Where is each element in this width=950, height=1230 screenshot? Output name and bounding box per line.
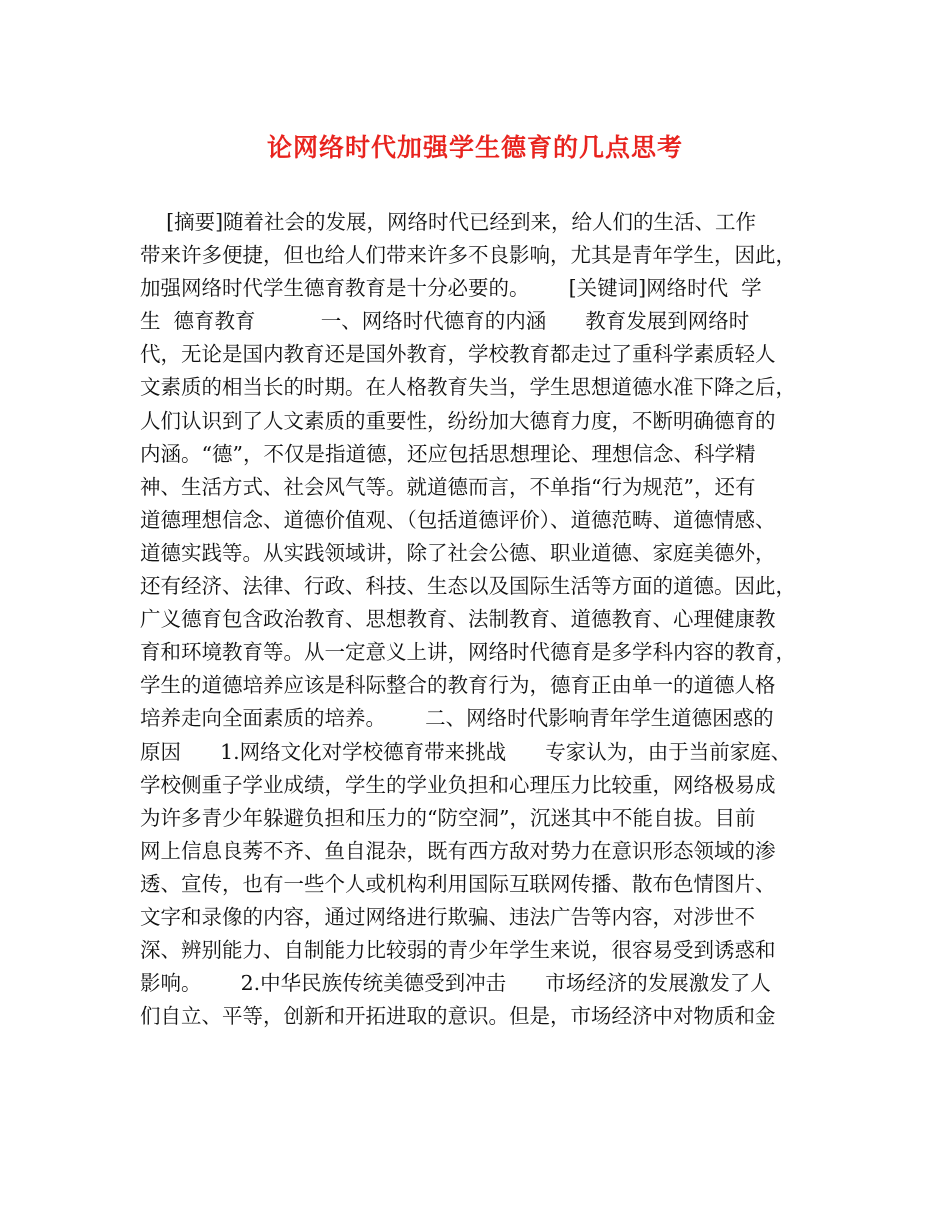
body-line: 育和环境教育等。从一定意义上讲，网络时代德育是多学科内容的教育， [140,640,796,665]
body-line: 学校侧重子学业成绩，学生的学业负担和心理压力比较重，网络极易成 [140,772,776,797]
body-line: 深、辨别能力、自制能力比较弱的青少年学生来说，很容易受到诱惑和 [140,938,776,963]
body-line: 透、宣传，也有一些个人或机构利用国际互联网传播、散布色情图片、 [140,871,776,896]
body-line: 培养走向全面素质的培养。 二、网络时代影响青年学生道德困惑的 [140,706,774,731]
body-line: 们自立、平等，创新和开拓进取的意识。但是，市场经济中对物质和金 [140,1004,776,1029]
document-title: 论网络时代加强学生德育的几点思考 [266,133,683,162]
body-line: 网上信息良莠不齐、鱼自混杂，既有西方敌对势力在意识形态领域的渗 [140,838,776,863]
body-line: 加强网络时代学生德育教育是十分必要的。 [关键词]网络时代 学 [140,276,762,301]
body-line: 道德理想信念、道德价值观、（包括道德评价）、道德范畴、道德情感、 [140,507,776,532]
body-line: 带来许多便捷，但也给人们带来许多不良影响，尤其是青年学生，因此， [140,243,796,268]
body-line: 广义德育包含政治教育、思想教育、法制教育、道德教育、心理健康教 [140,607,776,632]
body-line: 为许多青少年躲避负担和压力的“防空洞”，沉迷其中不能自拔。目前 [140,805,756,830]
body-line: 代，无论是国内教育还是国外教育，学校教育都走过了重科学素质轻人 [140,342,776,367]
body-line: [摘要]随着社会的发展，网络时代已经到来，给人们的生活、工作 [140,210,757,234]
body-line: 生 德育教育 一、网络时代德育的内涵 教育发展到网络时 [140,309,750,334]
body-line: 神、生活方式、社会风气等。就道德而言，不单指“行为规范”，还有 [140,474,756,499]
body-line: 文字和录像的内容，通过网络进行欺骗、违法广告等内容，对涉世不 [140,904,755,929]
body-line: 文素质的相当长的时期。在人格教育失当，学生思想道德水准下降之后， [140,375,796,400]
body-line: 还有经济、法律、行政、科技、生态以及国际生活等方面的道德。因此， [140,574,796,599]
body-line: 原因 1.网络文化对学校德育带来挑战 专家认为，由于当前家庭、 [140,739,792,764]
body-line: 内涵。“德”，不仅是指道德，还应包括思想理论、理想信念、科学精 [140,441,756,466]
body-line: 学生的道德培养应该是科际整合的教育行为，德育正由单一的道德人格 [140,673,776,698]
body-line: 人们认识到了人文素质的重要性，纷纷加大德育力度，不断明确德育的 [140,408,776,433]
document-body [140,206,830,1033]
body-line: 影响。 2.中华民族传统美德受到冲击 市场经济的发展激发了人 [140,971,771,996]
body-line: 道德实践等。从实践领域讲，除了社会公德、职业道德、家庭美德外， [140,540,776,565]
